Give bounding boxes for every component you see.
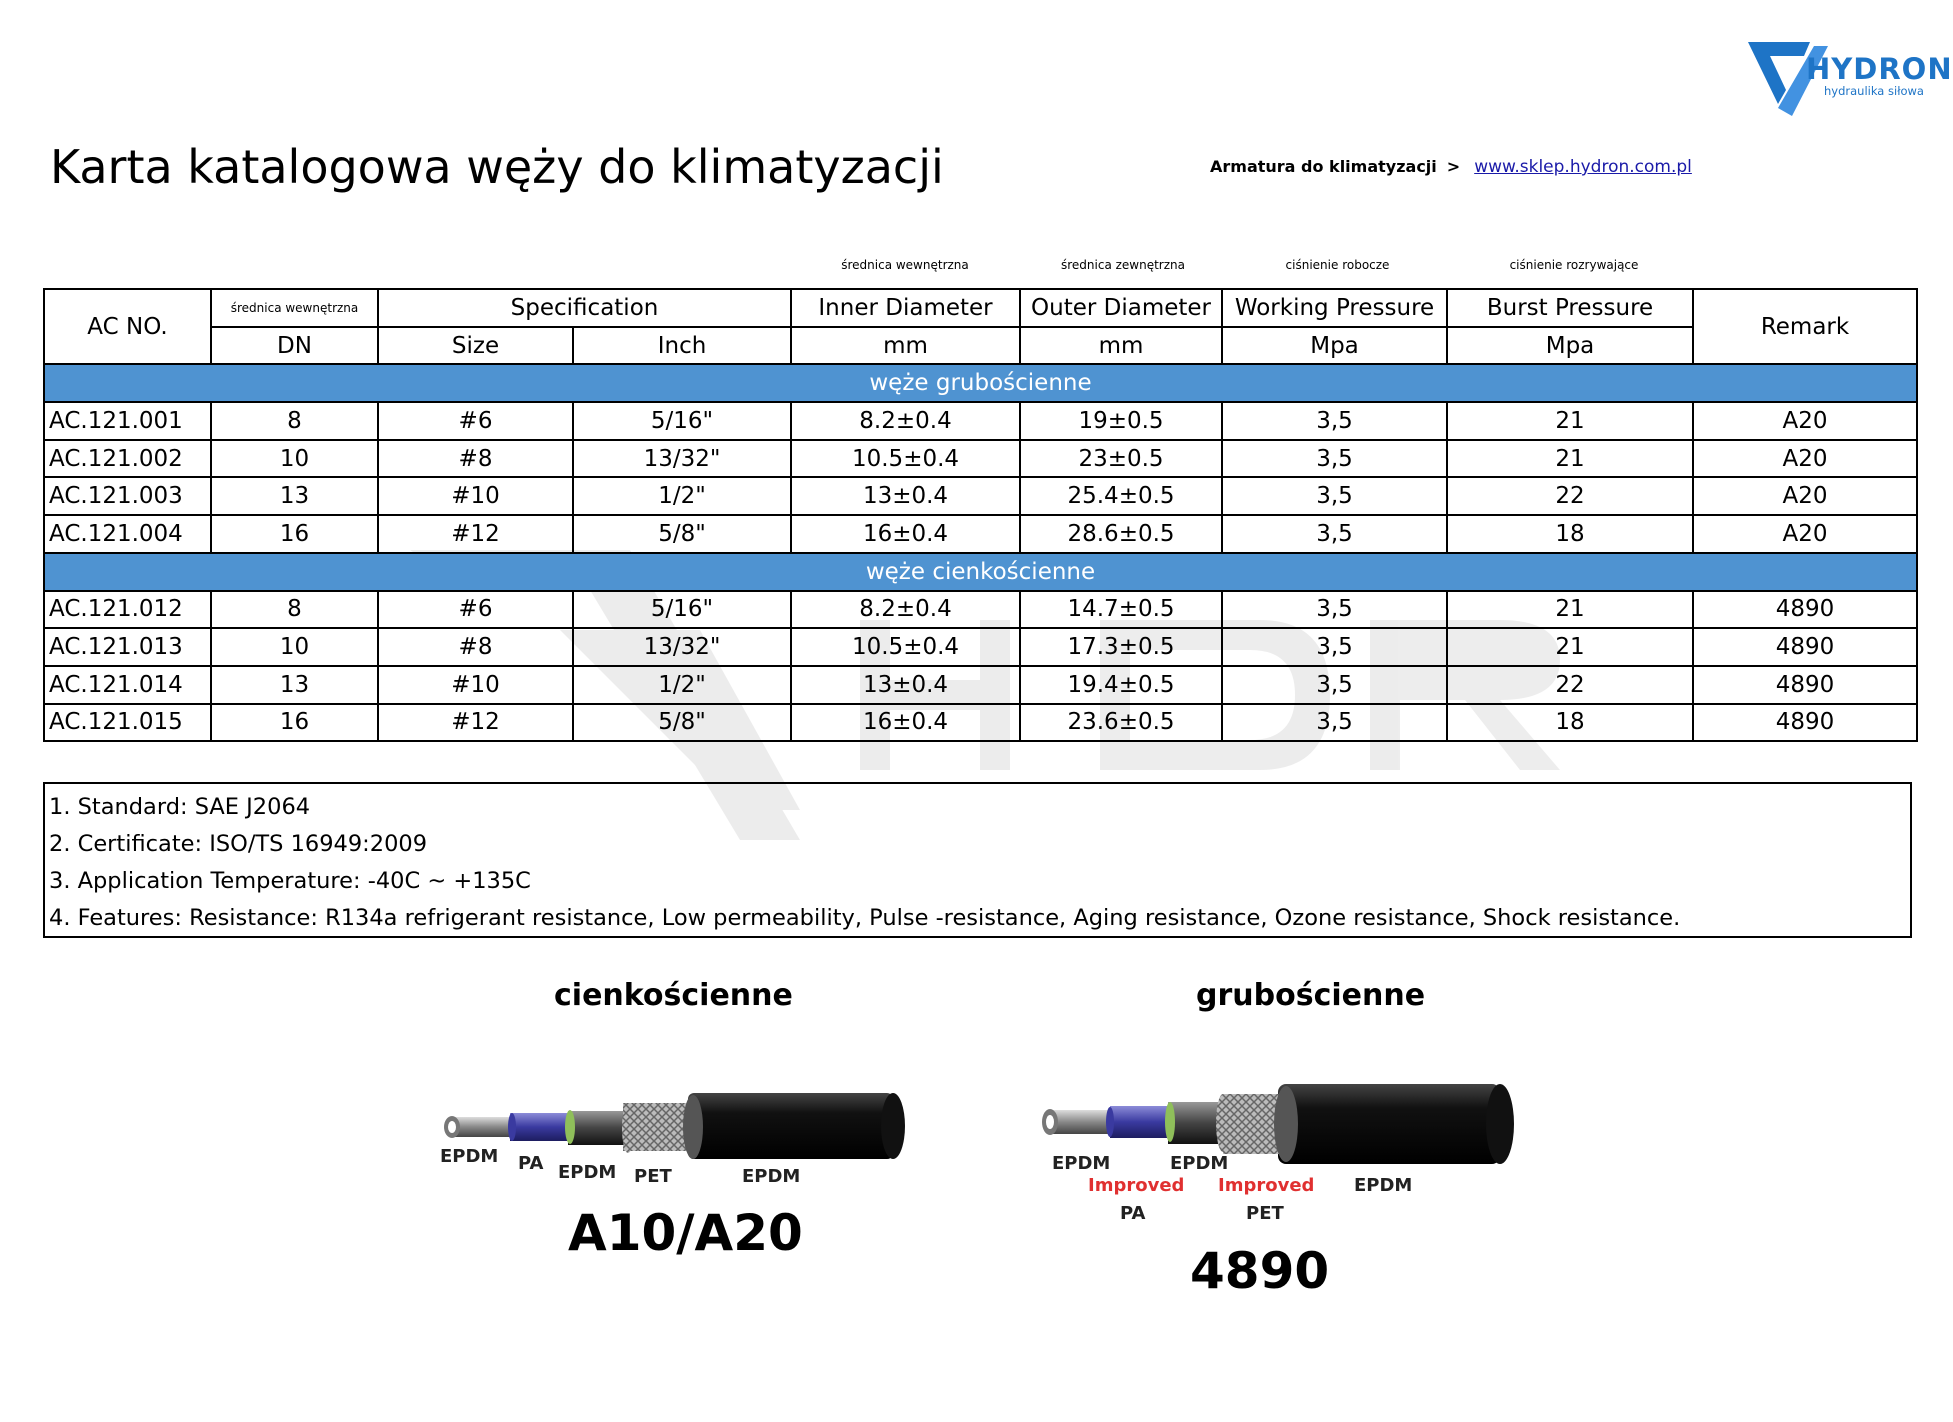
cell-burst: 21 [1447, 440, 1693, 478]
hose-right-layer-2: EPDM [1170, 1153, 1229, 1174]
cell-outer: 19.4±0.5 [1020, 666, 1222, 704]
cell-outer: 17.3±0.5 [1020, 628, 1222, 666]
cell-ac-no: AC.121.004 [44, 515, 211, 553]
cell-inch: 5/8" [573, 515, 791, 553]
header-burst-pressure: Burst Pressure [1447, 289, 1693, 327]
hose-left-illustration [438, 1085, 908, 1175]
header-dn-pl: średnica wewnętrzna [211, 289, 378, 327]
cell-dn: 10 [211, 440, 378, 478]
cell-inch: 1/2" [573, 477, 791, 515]
cell-ac-no: AC.121.013 [44, 628, 211, 666]
hose-right-layer-1: EPDM [1052, 1153, 1111, 1174]
hose-right-pet: PET [1246, 1203, 1284, 1224]
cell-working: 3,5 [1222, 666, 1447, 704]
header-outer-diameter: Outer Diameter [1020, 289, 1222, 327]
cell-burst: 21 [1447, 402, 1693, 440]
cell-ac-no: AC.121.012 [44, 591, 211, 629]
cell-burst: 21 [1447, 628, 1693, 666]
hose-left-layer-5: EPDM [742, 1166, 801, 1187]
spec-table [43, 288, 1918, 742]
cell-working: 3,5 [1222, 628, 1447, 666]
cell-outer: 28.6±0.5 [1020, 515, 1222, 553]
header-row-2 [44, 327, 1917, 365]
cell-working: 3,5 [1222, 440, 1447, 478]
header-remark: Remark [1693, 289, 1917, 364]
note-standard: 1. Standard: SAE J2064 [49, 794, 311, 820]
cell-working: 3,5 [1222, 515, 1447, 553]
section-thick-label: węże grubościenne [44, 364, 1917, 402]
hose-left-title: cienkościenne [554, 978, 793, 1013]
section-row-thick [44, 364, 1917, 402]
table-row [44, 666, 1917, 704]
armatura-label: Armatura do klimatyzacji [1210, 157, 1437, 176]
cell-burst: 22 [1447, 477, 1693, 515]
label-inner-pl: średnica wewnętrzna [841, 258, 969, 272]
hydron-logo [1748, 38, 1953, 118]
header-ac-no: AC NO. [44, 289, 211, 364]
cell-outer: 23.6±0.5 [1020, 704, 1222, 742]
header-inner-diameter: Inner Diameter [791, 289, 1020, 327]
cell-outer: 19±0.5 [1020, 402, 1222, 440]
hose-right-pa: PA [1120, 1203, 1146, 1224]
shop-link[interactable]: www.sklep.hydron.com.pl [1474, 157, 1692, 177]
table-row [44, 591, 1917, 629]
cell-inner: 10.5±0.4 [791, 440, 1020, 478]
cell-outer: 14.7±0.5 [1020, 591, 1222, 629]
cell-inner: 8.2±0.4 [791, 402, 1020, 440]
cell-inch: 5/16" [573, 402, 791, 440]
cell-inch: 13/32" [573, 440, 791, 478]
armatura-arrow: > [1446, 157, 1461, 176]
cell-remark: 4890 [1693, 628, 1917, 666]
note-certificate: 2. Certificate: ISO/TS 16949:2009 [49, 831, 428, 857]
header-inner-unit: mm [791, 327, 1020, 365]
hose-right-title: grubościenne [1196, 978, 1426, 1013]
section-row-thin [44, 553, 1917, 591]
header-working-pressure: Working Pressure [1222, 289, 1447, 327]
section-thin-label: węże cienkościenne [44, 553, 1917, 591]
hose-left-layer-2: PA [518, 1153, 544, 1174]
label-outer-pl: średnica zewnętrzna [1060, 258, 1185, 272]
header-row-1 [44, 289, 1917, 327]
cell-burst: 22 [1447, 666, 1693, 704]
cell-inner: 13±0.4 [791, 666, 1020, 704]
cell-size: #12 [378, 704, 573, 742]
cell-size: #12 [378, 515, 573, 553]
cell-working: 3,5 [1222, 477, 1447, 515]
cell-size: #6 [378, 402, 573, 440]
table-row [44, 515, 1917, 553]
cell-dn: 16 [211, 515, 378, 553]
label-burst-pl: ciśnienie rozrywające [1509, 258, 1639, 272]
cell-working: 3,5 [1222, 591, 1447, 629]
cell-inner: 10.5±0.4 [791, 628, 1020, 666]
note-temperature: 3. Application Temperature: -40C ~ +135C [49, 868, 531, 894]
cell-working: 3,5 [1222, 402, 1447, 440]
logo-tagline: hydraulika siłowa [1824, 84, 1924, 98]
page-title: Karta katalogowa węży do klimatyzacji [50, 140, 944, 194]
label-working-pl: ciśnienie robocze [1285, 258, 1390, 272]
armatura-link-row [1210, 157, 1692, 177]
cell-ac-no: AC.121.003 [44, 477, 211, 515]
header-burst-unit: Mpa [1447, 327, 1693, 365]
header-size: Size [378, 327, 573, 365]
cell-ac-no: AC.121.015 [44, 704, 211, 742]
cell-ac-no: AC.121.001 [44, 402, 211, 440]
cell-inner: 13±0.4 [791, 477, 1020, 515]
cell-size: #6 [378, 591, 573, 629]
cell-dn: 8 [211, 591, 378, 629]
table-row [44, 402, 1917, 440]
header-outer-unit: mm [1020, 327, 1222, 365]
cell-remark: A20 [1693, 477, 1917, 515]
cell-inch: 5/16" [573, 591, 791, 629]
cell-remark: A20 [1693, 515, 1917, 553]
cell-size: #10 [378, 477, 573, 515]
cell-inch: 5/8" [573, 704, 791, 742]
cell-remark: 4890 [1693, 666, 1917, 704]
hose-right-improved-1: Improved [1088, 1175, 1185, 1196]
header-inch: Inch [573, 327, 791, 365]
table-row [44, 704, 1917, 742]
logo-brand: HYDRON [1806, 52, 1953, 86]
notes-box [43, 782, 1912, 938]
header-dn: DN [211, 327, 378, 365]
cell-dn: 13 [211, 477, 378, 515]
header-specification: Specification [378, 289, 791, 327]
cell-remark: 4890 [1693, 704, 1917, 742]
cell-inner: 16±0.4 [791, 704, 1020, 742]
note-features: 4. Features: Resistance: R134a refrigerant resistance, Low permeability, Pulse -resistance, Aging resistance, Ozone resistance, Shock resistance. [49, 905, 1681, 931]
cell-ac-no: AC.121.002 [44, 440, 211, 478]
cell-dn: 13 [211, 666, 378, 704]
cell-inner: 8.2±0.4 [791, 591, 1020, 629]
hose-right-model: 4890 [1190, 1242, 1330, 1300]
cell-size: #10 [378, 666, 573, 704]
cell-size: #8 [378, 628, 573, 666]
cell-burst: 18 [1447, 704, 1693, 742]
hose-right-improved-2: Improved [1218, 1175, 1315, 1196]
table-row [44, 628, 1917, 666]
hose-right-layer-3: EPDM [1354, 1175, 1413, 1196]
hose-left-layer-1: EPDM [440, 1146, 499, 1167]
header-working-unit: Mpa [1222, 327, 1447, 365]
cell-inner: 16±0.4 [791, 515, 1020, 553]
cell-dn: 16 [211, 704, 378, 742]
cell-remark: A20 [1693, 440, 1917, 478]
cell-inch: 13/32" [573, 628, 791, 666]
cell-size: #8 [378, 440, 573, 478]
cell-remark: 4890 [1693, 591, 1917, 629]
cell-outer: 25.4±0.5 [1020, 477, 1222, 515]
cell-inch: 1/2" [573, 666, 791, 704]
cell-burst: 21 [1447, 591, 1693, 629]
cell-ac-no: AC.121.014 [44, 666, 211, 704]
hose-left-model: A10/A20 [568, 1204, 803, 1262]
cell-dn: 10 [211, 628, 378, 666]
table-row [44, 440, 1917, 478]
cell-remark: A20 [1693, 402, 1917, 440]
hose-left-layer-4: PET [634, 1166, 672, 1187]
table-row [44, 477, 1917, 515]
cell-outer: 23±0.5 [1020, 440, 1222, 478]
cell-burst: 18 [1447, 515, 1693, 553]
hose-left-layer-3: EPDM [558, 1162, 617, 1183]
cell-dn: 8 [211, 402, 378, 440]
cell-working: 3,5 [1222, 704, 1447, 742]
